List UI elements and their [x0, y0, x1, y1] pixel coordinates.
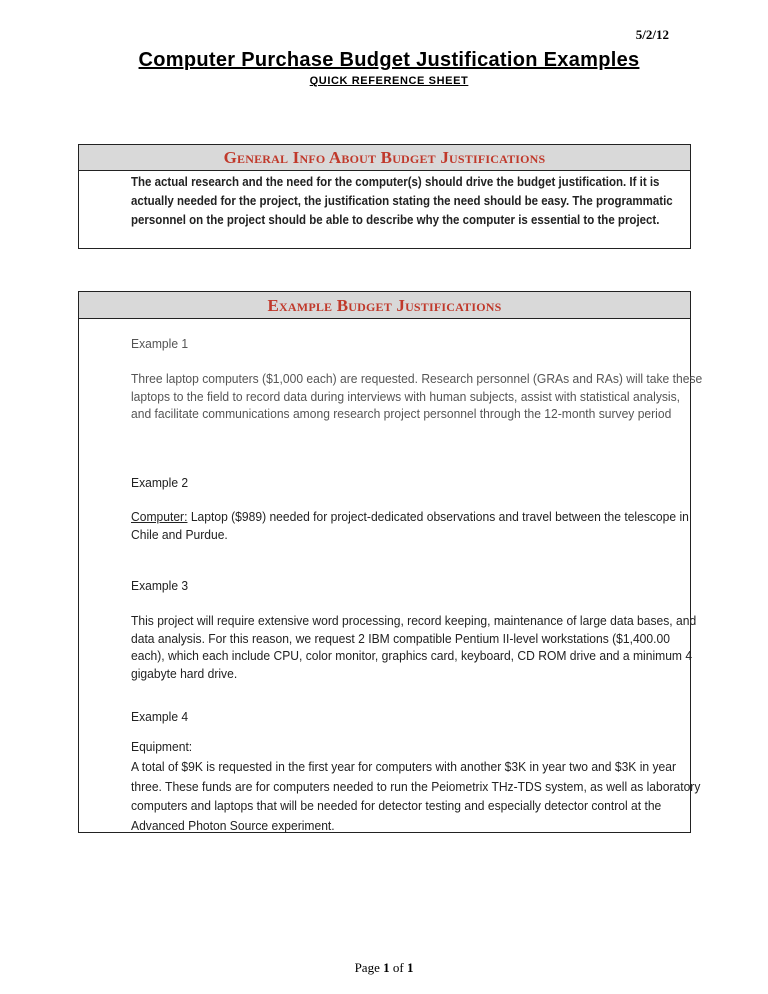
general-info-box [78, 144, 691, 249]
example-4-prefix: Equipment: [131, 739, 193, 754]
example-4-text: A total of $9K is requested in the first year for computers with another $3K in year two and $3K in year three. These funds are for computers needed to run the Peiometrix THz-TDS system, as well as laboratory computers and laptops that will be needed for detector testing and especially detector control at the Advanced Photon Source experiment. [131, 759, 701, 833]
example-4-label: Example 4 [131, 709, 189, 724]
date: 5/2/12 [635, 27, 669, 42]
example-3-text: This project will require extensive word processing, record keeping, maintenance of large data bases, and data analysis. For this reason, we request 2 IBM compatible Pentium II-level workstations ($1,400.00 each), which each include CPU, color monitor, graphics card, keyboard, CD ROM drive and a minimum 4 gigabyte hard drive. [131, 613, 697, 681]
example-3-label: Example 3 [131, 578, 189, 593]
examples-box [78, 291, 703, 833]
general-info-heading: General Info About Budget Justifications [79, 145, 690, 171]
example-1-label: Example 1 [131, 336, 189, 351]
general-info-text: The actual research and the need for the computer(s) should drive the budget justification. If it is actually needed for the project, the justification stating the need should be easy. The programmatic personnel on the project should be able to describe why the computer is essential to the project. [131, 175, 673, 227]
page-label: Page [354, 960, 380, 975]
document-title: Computer Purchase Budget Justification Examples [138, 49, 640, 71]
example-2-prefix: Computer: [131, 509, 188, 524]
page-total: 1 [406, 960, 414, 975]
examples-heading: Example Budget Justifications [79, 292, 690, 319]
of-label: of [392, 960, 404, 975]
example-2-body: Laptop ($989) needed for project-dedicated observations and travel between the telescope in Chile and Purdue. [131, 509, 689, 542]
example-2-text [131, 508, 703, 543]
example-1-text: Three laptop computers ($1,000 each) are requested. Research personnel (GRAs and RAs) will take these laptops to the field to record data during interviews with human subjects, assist with statistical analysis, and facilitate communications among research project personnel through the 12-month survey period [131, 371, 703, 421]
page-number: 1 [383, 960, 390, 975]
page-footer [0, 960, 768, 976]
example-2-label: Example 2 [131, 475, 189, 490]
document-subtitle: QUICK REFERENCE SHEET [309, 75, 469, 87]
